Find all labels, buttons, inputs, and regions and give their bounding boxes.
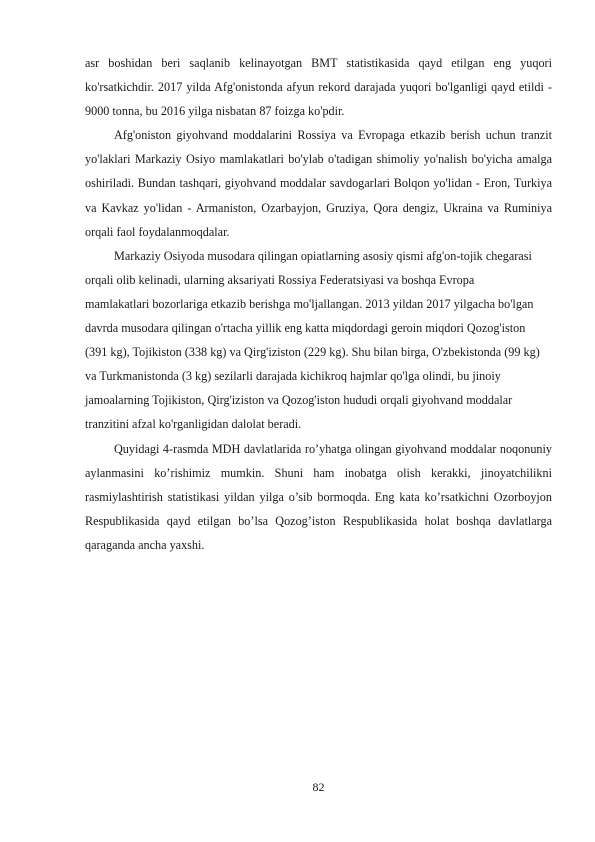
paragraph-figure-reference: Quyidagi 4-rasmda MDH davlatlarida ro’yhatga olingan giyohvand moddalar noqonuniy aylanmasini ko’rishimiz mumkin. Shuni ham inobatga olish kerakki, jinoyatchilikni rasmiylashtirish statistikasi yildan yilga o’sib bormoqda. Eng kata ko’rsatkichni Ozorboyjon Respublikasida qayd etilgan bo’lsa Qozog’iston Respublikasida holat boshqa davlatlarga qaraganda ancha yaxshi. (85, 441, 552, 552)
paragraph-seizures: Markaziy Osiyoda musodara qilingan opiatlarning asosiy qismi afg'on-tojik chegarasi orqali olib kelinadi, ularning aksariyati Rossiya Federatsiyasi va boshqa Evropa mamlakatlari bozorlariga etkazib berishga mo'ljallangan. 2013 yildan 2017 yilgacha bo'lgan davrda musodara qilingan o'rtacha yillik eng katta miqdordagi geroin miqdori Qozog'iston (391 kg), Tojikiston (338 kg) va Qirg'iziston (229 kg). Shu bilan birga, O'zbekistonda (99 kg) va Turkmanistonda (3 kg) sezilarli darajada kichikroq hajmlar qo'lga olindi, bu jinoiy jamoalarning Tojikiston, Qirg'iziston va Qozog'iston hududi orqali giyohvand moddalar tranzitini afzal ko'rganligidan dalolat beradi. (85, 248, 540, 432)
paragraph-continuation: asr boshidan beri saqlanib kelinayotgan BMT statistikasida qayd etilgan eng yuqori ko'rsatkichdir. 2017 yilda Afg'onistonda afyun rekord darajada yuqori bo'lganligi qayd etildi - 9000 tonna, bu 2016 yilga nisbatan 87 foizga ko'pdir. (85, 56, 552, 119)
page-number: 82 (312, 780, 325, 794)
body-text (85, 51, 552, 557)
paragraph-transit-routes: Afg'oniston giyohvand moddalarini Rossiya va Evropaga etkazib berish uchun tranzit yo'laklari Markaziy Osiyo mamlakatlari bo'ylab o'tadigan shimoliy yo'nalish bo'yicha amalga oshiriladi. Bundan tashqari, giyohvand moddalar savdogarlari Bolqon yo'lidan - Eron, Turkiya va Kavkaz yo'lidan - Armaniston, Ozarbayjon, Gruziya, Qora dengiz, Ukraina va Ruminiya orqali faol foydalanmoqdalar. (85, 128, 552, 239)
